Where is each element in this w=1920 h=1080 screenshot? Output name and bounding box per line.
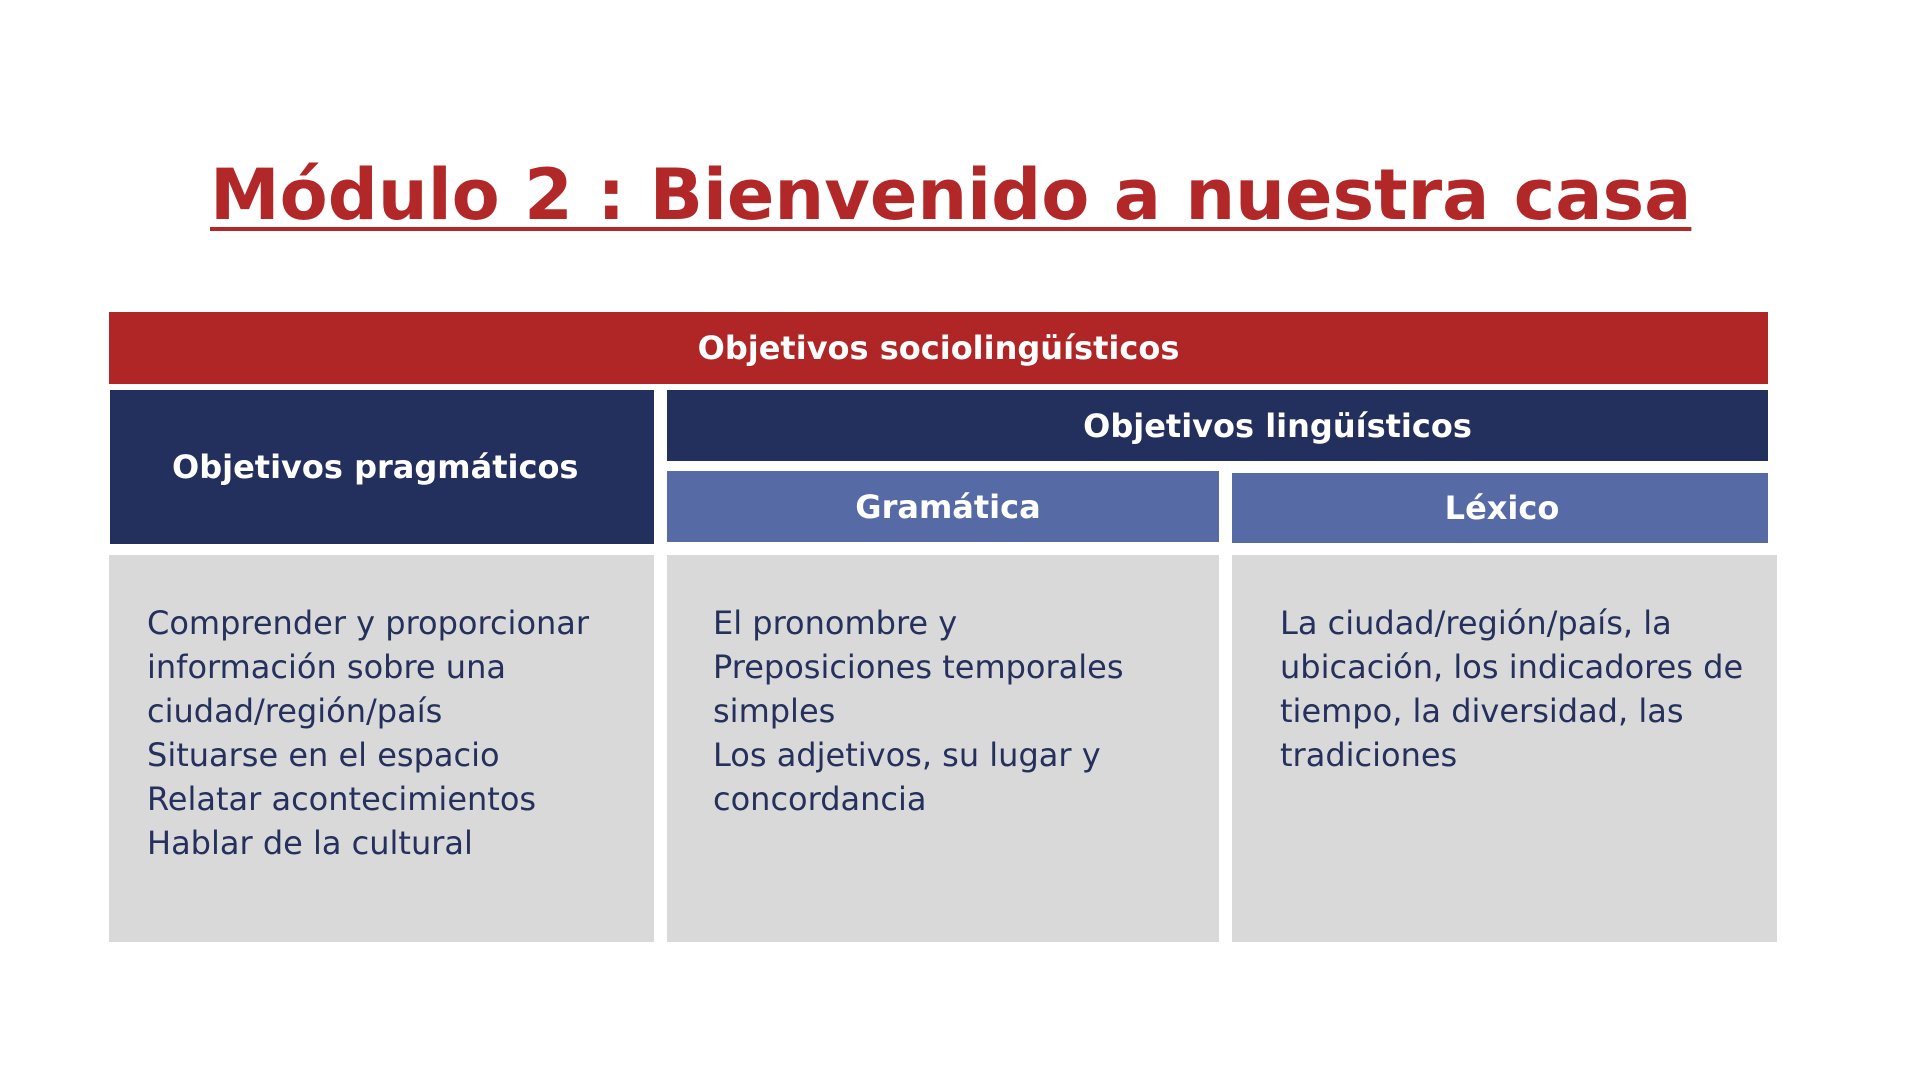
pragmatic-line: Relatar acontecimientos — [147, 780, 537, 818]
pragmatic-line: Hablar de la cultural — [147, 824, 473, 862]
pragmatic-line: Situarse en el espacio — [147, 736, 500, 774]
grammar-header: Gramática — [667, 471, 1219, 542]
pragmatic-content — [109, 555, 654, 942]
grammar-line: Los adjetivos, su lugar y — [713, 736, 1101, 774]
lexicon-line: tiempo, la diversidad, las — [1280, 692, 1684, 730]
lexicon-line: tradiciones — [1280, 736, 1458, 774]
grammar-line: simples — [713, 692, 836, 730]
linguistic-header: Objetivos lingüísticos — [667, 390, 1768, 461]
grammar-line: El pronombre y — [713, 604, 958, 642]
sociolinguistic-header: Objetivos sociolingüísticos — [109, 312, 1768, 384]
lexicon-line: ubicación, los indicadores de — [1280, 648, 1744, 686]
lexicon-line: La ciudad/región/país, la — [1280, 604, 1672, 642]
lexicon-content — [1232, 555, 1777, 942]
grammar-line: Preposiciones temporales — [713, 648, 1124, 686]
grammar-content — [667, 555, 1219, 942]
pragmatic-line: ciudad/región/país — [147, 692, 443, 730]
pragmatic-line: Comprender y proporcionar — [147, 604, 590, 642]
grammar-line: concordancia — [713, 780, 927, 818]
pragmatic-line: información sobre una — [147, 648, 506, 686]
pragmatic-header: Objetivos pragmáticos — [110, 390, 654, 544]
lexicon-header: Léxico — [1232, 473, 1768, 543]
page-title: Módulo 2 : Bienvenido a nuestra casa — [210, 154, 1692, 236]
